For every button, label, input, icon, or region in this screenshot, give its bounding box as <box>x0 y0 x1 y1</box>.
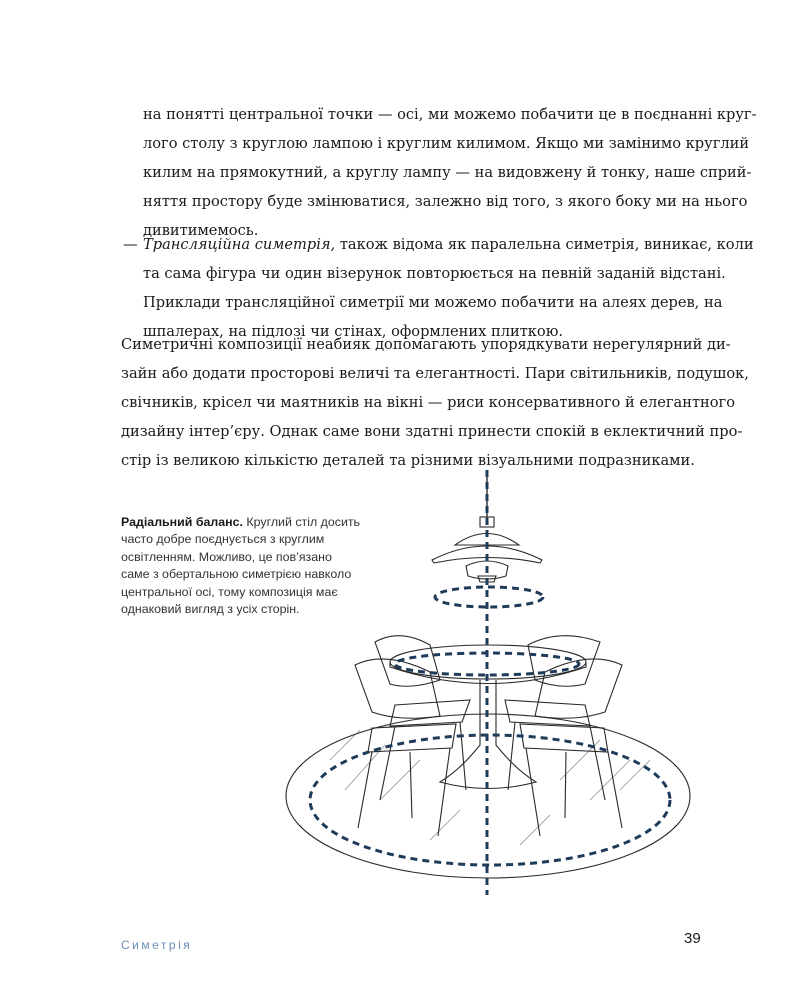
paragraph-2 <box>121 330 749 475</box>
chair-front-right <box>520 659 622 836</box>
text-line: зайн або додати просторові величі та елегантності. Пари світильників, подушок, <box>121 365 749 382</box>
radial-balance-illustration <box>270 470 700 910</box>
bullet-paragraph <box>143 230 754 346</box>
lamp-ring <box>435 587 543 607</box>
running-footer: Симетрія <box>121 938 193 952</box>
term-italic: Трансляційна симетрія, <box>143 236 336 253</box>
text-line: дизайну інтер’єру. Однак саме вони здатні принести спокій в еклектичний про- <box>121 423 743 440</box>
text-line: лого столу з круглою лампою і круглим килимом. Якщо ми замінимо круглий <box>143 135 750 152</box>
text-line: шпалерах, на підлозі чи стінах, оформлених плиткою. <box>143 323 564 340</box>
text-line: Приклади трансляційної симетрії ми можемо побачити на алеях дерев, на <box>143 294 723 311</box>
caption-line: саме з обертальною симетрією навколо <box>121 567 352 582</box>
text-line: стір із великою кількістю деталей та різними візуальними подразниками. <box>121 452 695 469</box>
text-line: Симетричні композиції неабияк допомагають упорядкувати нерегулярний ди- <box>121 336 731 353</box>
caption-line: однаковий вигляд з усіх сторін. <box>121 602 300 617</box>
text-line <box>143 230 754 259</box>
text-line: дивитимемось. <box>143 222 259 239</box>
caption-title: Радіальний баланс. <box>121 515 243 529</box>
text-line: свічників, крісел чи маятників на вікні — риси консервативного й елегантного <box>121 394 735 411</box>
rug-ring <box>310 735 670 865</box>
bullet-dash: — <box>123 236 138 253</box>
text-line: на понятті центральної точки — осі, ми можемо побачити це в поєднанні круг- <box>143 106 757 123</box>
text-line: та сама фігура чи один візерунок повторюється на певній заданій відстані. <box>143 265 726 282</box>
caption-line: центральної осі, тому композиція має <box>121 584 338 599</box>
page-number: 39 <box>684 930 701 947</box>
chair-front-left <box>355 659 456 836</box>
text-line: няття простору буде змінюватися, залежно від того, з якого боку ми на нього <box>143 193 748 210</box>
caption-line: часто добре поєднується з круглим <box>121 532 325 547</box>
caption-line: освітленням. Можливо, це пов’язано <box>121 549 332 564</box>
text-line: килим на прямокутний, а круглу лампу — на видовжену й тонку, наше сприй- <box>143 164 752 181</box>
text-fragment: також відома як паралельна симетрія, виникає, коли <box>335 236 754 253</box>
caption-fragment: Круглий стіл досить <box>242 515 361 529</box>
